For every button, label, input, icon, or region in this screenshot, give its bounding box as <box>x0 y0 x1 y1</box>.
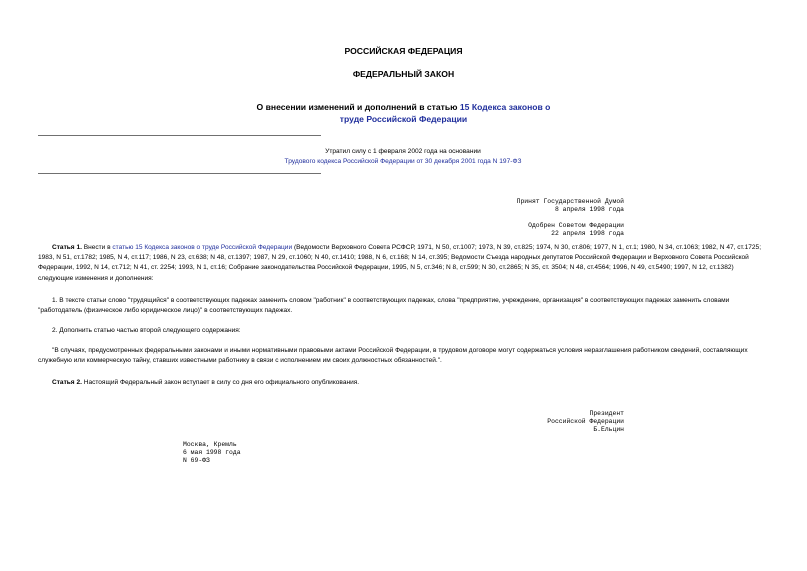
council-approval <box>528 222 624 238</box>
item-1: 1. В тексте статьи слово "трудящийся" в соответствующих падежах заменить словом "работник" в соответствующих падежах, слова "предприятие, учреждение, организация" в соответствующих падежах заменить словами "работодатель (физическое либо юридическое лицо)" в соответствующих падежах. <box>38 297 730 315</box>
title-link-code-cont[interactable]: труде Российской Федерации <box>339 114 468 124</box>
article-1 <box>38 243 770 284</box>
article-1-label: Статья 1. <box>52 244 82 251</box>
article-2 <box>38 378 770 388</box>
document-type-heading: ФЕДЕРАЛЬНЫЙ ЗАКОН <box>352 69 455 79</box>
duma-adoption <box>517 198 624 214</box>
article-1-text-b: (Ведомости Верховного Совета РСФСР, 1971, N 50, ст.1007; 1973, N 39, ст.825; 1974, N 30, ст.806; 1977, N 1, ст.1; 1980, N 34, ст.1063; 1982, N 47, ст.1725; 1983, N 51, ст.1782; 1985, N 4, ст.117; 1986, N 23, ст.638; N 48, ст.1397; 1987, N 29, ст.1060; N 40, ст.1410; 1988, N 6, ст.168; N 14, ст.395; Ведомости Съезда народных депутатов Российской Федерации и Верховного Совета Российской Федерации, 1992, N 14, ст.712; N 41, ст. 2254; 1993, N 1, ст.16; Собрание законодательства Российской Федерации, 1995, N 5, ст.346; N 8, ст.599; N 30, ст.2865; N 35, ст. 3504; N 48, ст.4564; 1996, N 49, ст.5490; 1997, N 12, ст.1382) следующие изменения и дополнения: <box>38 244 762 282</box>
duma-adoption-date: 8 апреля 1998 года <box>554 206 624 214</box>
article-1-link[interactable]: статью 15 Кодекса законов о труде Российской Федерации <box>112 244 293 251</box>
article-2-text: Настоящий Федеральный закон вступает в силу со дня его официального опубликования. <box>81 379 360 386</box>
place-date-block <box>183 441 241 466</box>
council-approval-text: Одобрен Советом Федерации <box>528 222 624 229</box>
place-date: 6 мая 1998 года <box>183 449 241 457</box>
article-2-label: Статья 2. <box>52 379 82 386</box>
divider-top <box>38 135 321 136</box>
council-approval-date: 22 апреля 1998 года <box>551 230 624 238</box>
place-city: Москва, Кремль <box>183 441 237 448</box>
status-note <box>190 147 616 167</box>
item-2: 2. Дополнить статью частью второй следующего содержания: <box>52 327 241 334</box>
quoted-addition: "В случаях, предусмотренных федеральными законами и иными нормативными правовыми актами Российской Федерации, в трудовом договоре могут содержаться условия неразглашения работником сведений, составляющих служебную или коммерческую тайну, ставших известными работнику в связи с исполнением им своих должностных обязанностей.". <box>38 347 748 365</box>
law-number: N 69-ФЗ <box>183 457 210 465</box>
signature-block <box>547 410 624 435</box>
signature-name: Б.Ельцин <box>593 426 624 434</box>
signature-country: Российской Федерации <box>547 418 624 426</box>
country-heading: РОССИЙСКАЯ ФЕДЕРАЦИЯ <box>344 46 463 56</box>
signature-title: Президент <box>589 410 624 417</box>
duma-adoption-text: Принят Государственной Думой <box>516 198 624 205</box>
status-link-labor-code[interactable]: Трудового кодекса Российской Федерации от 30 декабря 2001 года N 197-ФЗ <box>284 158 522 165</box>
title-text: О внесении изменений и дополнений в статью <box>256 102 460 112</box>
title-link-code[interactable]: 15 Кодекса законов о <box>459 102 551 112</box>
status-text: Утратил силу с 1 февраля 2002 года на основании <box>325 148 481 155</box>
divider-bottom <box>38 173 321 174</box>
document-title <box>0 101 807 125</box>
article-1-text-a: Внести в <box>81 244 113 251</box>
